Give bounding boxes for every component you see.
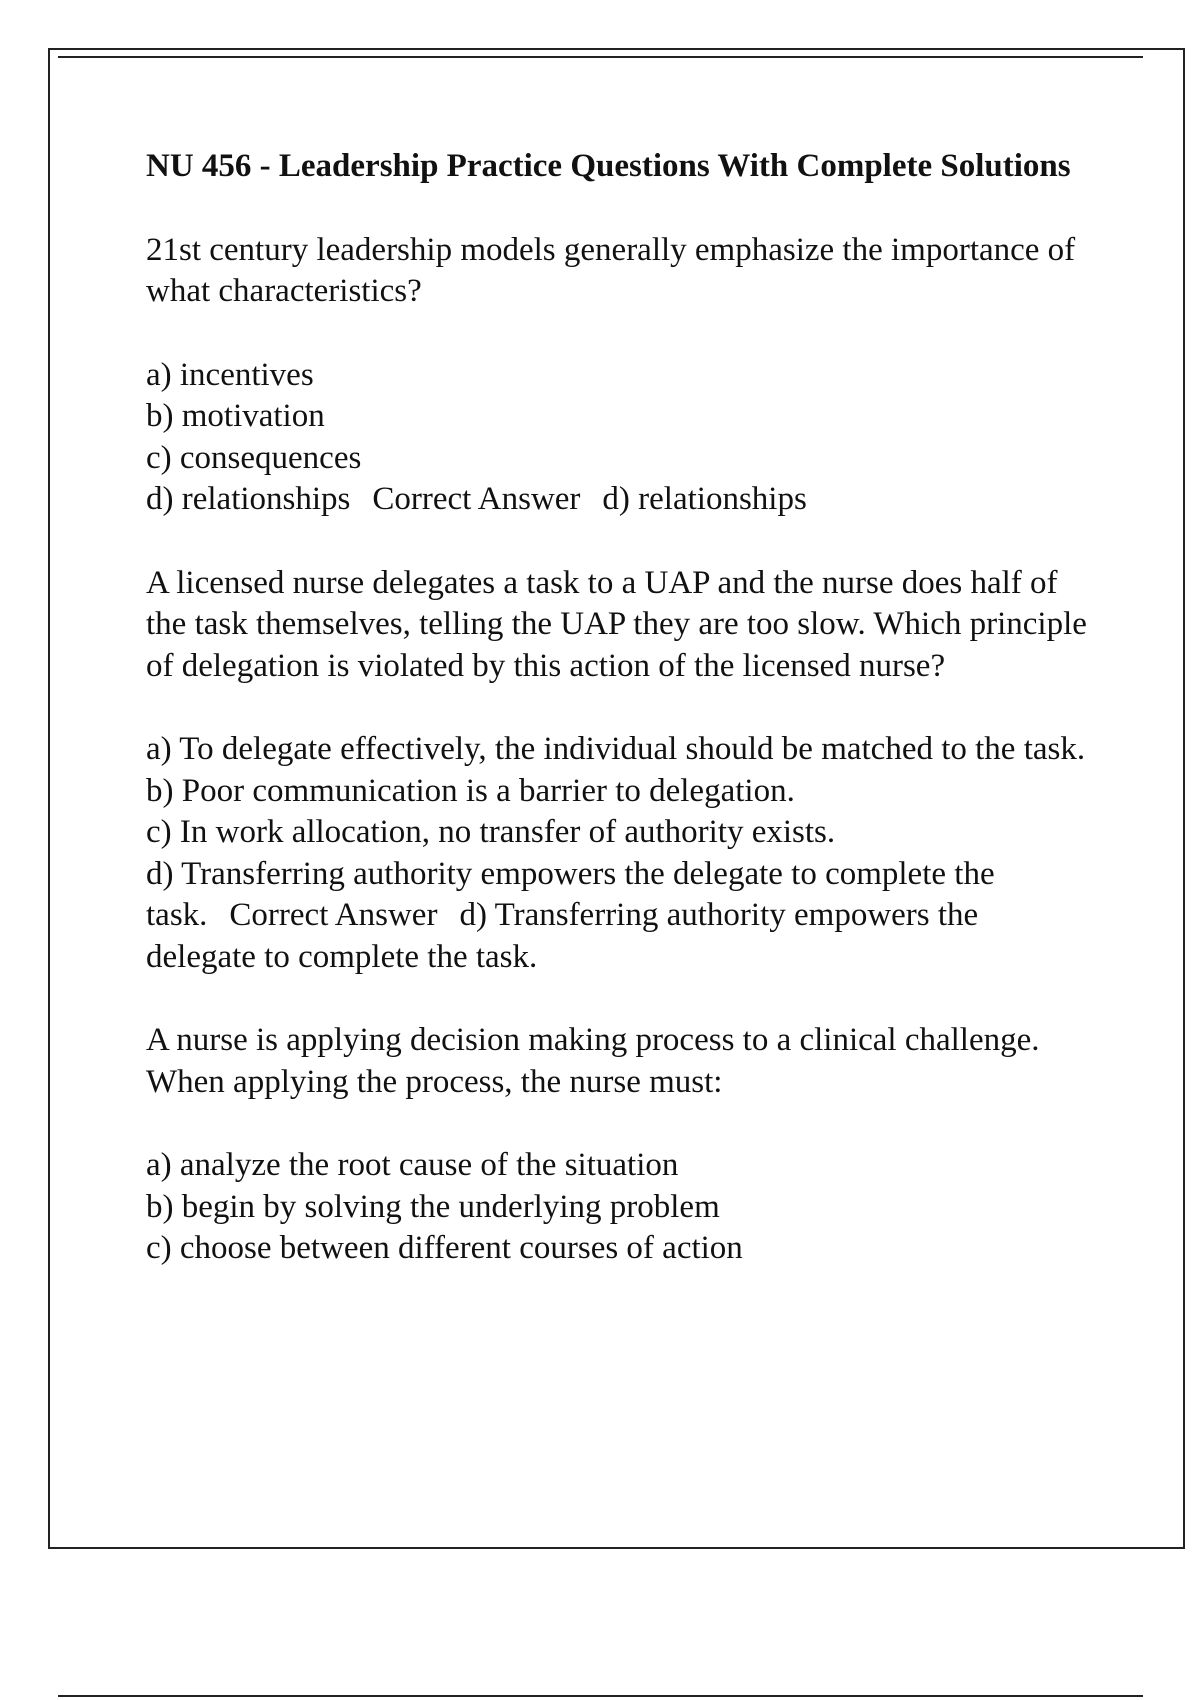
question-1-option-d-with-answer [146, 479, 1096, 521]
document-body [146, 146, 1096, 1312]
question-2-option-d: d) Transferring authority empowers the delegate to complete the task. [146, 855, 995, 933]
header-rule [58, 56, 1143, 58]
question-2-option-c: c) In work allocation, no transfer of authority exists. [146, 814, 836, 850]
question-3-option-b: b) begin by solving the underlying problem [146, 1188, 720, 1225]
question-1-correct-answer: d) relationships [602, 481, 807, 517]
correct-answer-label: Correct Answer [229, 897, 438, 933]
document-title: NU 456 - Leadership Practice Questions With Complete Solutions [146, 148, 1071, 184]
question-3-prompt: A nurse is applying decision making process to a clinical challenge. When applying the process, the nurse must: [146, 1022, 1040, 1100]
question-1-options [146, 355, 1096, 521]
question-3-option-c: c) choose between different courses of action [146, 1230, 743, 1266]
question-1-option-a: a) incentives [146, 356, 314, 393]
question-2-correct-answer: d) Transferring authority empowers the delegate to complete the task. [146, 897, 979, 975]
correct-answer-label: Correct Answer [372, 481, 581, 517]
question-3-options [146, 1145, 1096, 1270]
footer-rule [58, 1695, 1143, 1697]
question-2-options [146, 729, 1096, 978]
question-1-option-c: c) consequences [146, 439, 362, 476]
question-3-option-a: a) analyze the root cause of the situation [146, 1147, 679, 1183]
question-1-option-b: b) motivation [146, 398, 325, 434]
question-2-option-d-with-answer [146, 854, 1096, 979]
question-2-option-a: a) To delegate effectively, the individual should be matched to the task. [146, 731, 1086, 767]
question-2-option-b: b) Poor communication is a barrier to delegation. [146, 772, 795, 809]
question-1-prompt: 21st century leadership models generally emphasize the importance of what characteristics? [146, 231, 1076, 309]
question-1-option-d: d) relationships [146, 481, 351, 517]
question-2-prompt: A licensed nurse delegates a task to a UAP and the nurse does half of the task themselves, telling the UAP they are too slow. Which principle of delegation is violated by this action of the licensed nurse? [146, 564, 1087, 684]
